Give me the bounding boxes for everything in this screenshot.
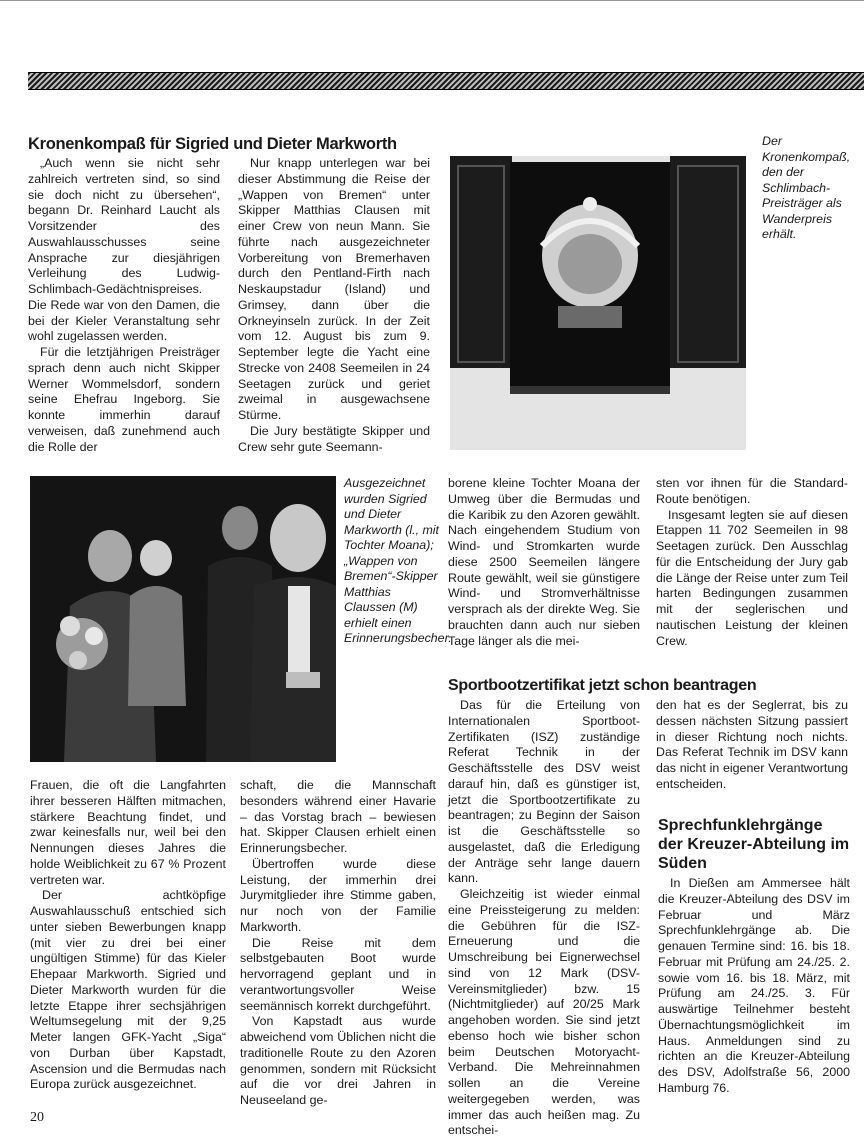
article-column-2 [238,156,430,456]
article-column-8 [656,698,848,791]
paragraph: Frauen, die oft die Langfahrten ihrer besseren Hälften mitmachen, stärkere Beachtung findet, und zwar keinesfalls nur, weil bei den Nennungen dieses Jahres die holde Weiblichkeit zu 67 % Prozent vertreten war. [30,778,226,887]
winners-image [30,476,336,762]
top-rule [0,0,864,1]
crown-compass-image [450,156,746,450]
paragraph: Von Kapstadt aus wurde abweichend vom Üblichen nicht die traditionelle Route zu den Azoren genommen, sondern mit Rücksicht auf die vor drei Jahren in Neuseeland ge- [240,1014,436,1107]
article-headline: Sprechfunklehrgänge der Kreuzer-Abteilung im Süden [658,817,850,872]
compass-photo [450,156,746,450]
article-column-3 [448,476,640,654]
winners-photo-caption: Ausgezeichnet wurden Sigried und Dieter Markworth (l., mit Tochter Moana); „Wappen von Bremen“-Skipper Matthias Claussen (M) erhielt einen Erinnerungsbecher. [344,476,452,645]
paragraph: Für die letztjährigen Preisträger sprach denn auch nicht Skipper Werner Wommelsdorf, sondern seine Ehefrau Ingeborg. Sie konnte immerhin darauf verweisen, daß zunehmend auch die Rolle der [28,345,220,454]
paragraph: Übertroffen wurde diese Leistung, der immerhin drei Jurymitglieder ihre Stimme gaben, nur noch von der Familie Markworth. [240,856,436,934]
article-headline: Sportbootzertifikat jetzt schon beantragen [448,677,757,694]
winners-photo [30,476,336,762]
paragraph: sten vor ihnen für die Standard-Route benötigen. [656,476,848,506]
compass-photo-caption: Der Kronenkompaß, den der Schlimbach-Preisträger als Wanderpreis erhält. [762,134,851,241]
paragraph: Der achtköpfige Auswahlausschuß entschied sich unter sieben Bewerbungen knapp (mit vier zu drei bei einer ungültigen Stimme) für das Kieler Ehepaar Markworth. Sigried und Dieter Markworth wurden für die letzte Etappe ihrer sechsjährigen Weltumsegelung mit der 9,25 Meter langen GFK-Yacht „Siga“ von Durban über Kapstadt, Ascension und die Bermudas nach Europa zurück ausgezeichnet. [30,888,226,1092]
paragraph: schaft, die die Mannschaft besonders während einer Havarie – das Vorstag brach – bewiesen hat. Skipper Clausen erhielt einen Erinnerungsbecher. [240,778,436,855]
article-column-9 [658,876,850,1132]
paragraph: Gleichzeitig ist wieder einmal eine Preissteigerung zu melden: die Gebühren für die ISZ-Erneuerung und die Umschreibung bei Eignerwechsel sind von 12 Mark (DSV-Vereinsmitglieder) bzw. 15 (Nichtmitglieder) auf 20/25 Mark angehoben worden. Sie sind jetzt ebenso hoch wie bisher schon beim Deutschen Motoryacht-Verband. Die Mehreinnahmen sollen an die Vereine weitergegeben werden, was immer das auch heißen mag. Zu entschei- [448,887,640,1138]
decorative-banner [28,72,864,90]
paragraph: Nur knapp unterlegen war bei dieser Abstimmung die Reise der „Wappen von Bremen“ unter Skipper Matthias Clausen mit einer Crew von neun Mann. Sie führte nach ausgezeichneter Vorbereitung von Bremerhaven durch den Pentland-Firth nach Neskaupstadur (Island) und Grimsey, dann über die Orkneyinseln zurück. In der Zeit vom 12. August bis zum 9. September legte die Yacht eine Strecke von 2408 Seemeilen in 24 Seetagen zurück und geriet zweimal in ausgewachsene Stürme. [238,156,430,422]
article-headline: Kronenkompaß für Sigried und Dieter Markworth [28,135,397,153]
article-column-7 [448,698,640,1138]
article-column-1 [28,156,220,456]
paragraph: In Dießen am Ammersee hält die Kreuzer-Abteilung des DSV im Februar und März Sprechfunklehrgänge ab. Die genauen Termine sind: 16. bis 18. Februar mit Prüfung am 24./25. 2. sowie vom 16. bis 18. März, mit Prüfung am 24./25. 3. Für auswärtige Teilnehmer besteht Übernachtungsmöglichkeit im Haus. Anmeldungen sind zu richten an die Kreuzer-Abteilung des DSV, Adolfstraße 56, 2000 Hamburg 76. [658,876,850,1095]
paragraph: borene kleine Tochter Moana der Umweg über die Bermudas und die Karibik zu den Azoren gewählt. Nach eingehendem Studium von Wind- und Stromkarten wurde diese 2500 Seemeilen längere Route gewählt, weil sie günstigere Wind- und Stromverhältnisse versprach als der direkte Weg. Sie brauchten dann auch nur sieben Tage länger als die mei- [448,476,640,648]
paragraph: Die Jury bestätigte Skipper und Crew sehr gute Seemann- [238,423,430,454]
paragraph: Insgesamt legten sie auf diesen Etappen 11 702 Seemeilen in 98 Seetagen zurück. Den Ausschlag für die Entscheidung der Jury gab die Länge der Reise unter zum Teil harten Bedingungen zusammen mit der seglerischen und nautischen Leistung der kleinen Crew. [656,507,848,648]
paragraph: Das für die Erteilung von Internationalen Sportboot-Zertifikaten (ISZ) zuständige Referat Technik in der Geschäftsstelle des DSV weist darauf hin, daß es günstiger ist, jetzt die Sportbootzertifikate zu beantragen; zu Beginn der Saison ist die Geschäftsstelle so ausgelastet, daß die Erledigung der Anträge sehr lange dauern kann. [448,698,640,886]
article-column-6 [240,778,436,1134]
paragraph: den hat es der Seglerrat, bis zu dessen nächsten Sitzung passiert in dieser Richtung noch nichts. Das Referat Technik im DSV kann das nicht in eigener Verantwortung entscheiden. [656,698,848,791]
paragraph: „Auch wenn sie nicht sehr zahlreich vertreten sind, so sind sie doch nicht zu übersehen“, begann Dr. Reinhard Laucht als Vorsitzender des Auswahlausschusses seine Ansprache zur diesjährigen Verleihung des Ludwig-Schlimbach-Gedächtnispreises. Die Rede war von den Damen, die bei der Kieler Veranstaltung sehr wohl zugelassen werden. [28,156,220,344]
article-column-5 [30,778,226,1134]
paragraph: Die Reise mit dem selbstgebauten Boot wurde hervorragend geplant und in verantwortungsvoller Weise seemännisch korrekt durchgeführt. [240,935,436,1013]
page-number: 20 [30,1110,44,1125]
article-column-4 [656,476,848,654]
